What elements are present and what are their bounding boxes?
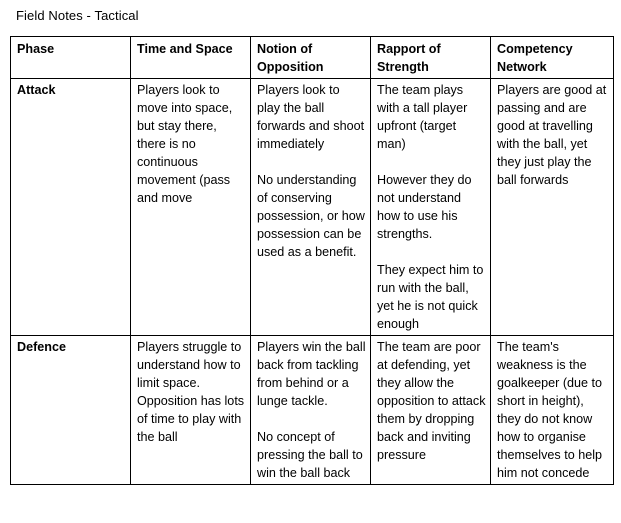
cell-text: Players struggle to understand how to limit space.	[137, 340, 242, 390]
cell-text: The team are poor at defending, yet they allow the opposition to attack them by dropping back and inviting pressure	[377, 340, 486, 462]
time-space-cell	[131, 79, 251, 336]
phase-cell: Attack	[11, 79, 131, 336]
competency-cell	[491, 79, 614, 336]
cell-text: They expect him to run with the ball, yet he is not quick enough	[377, 263, 484, 331]
competency-cell	[491, 336, 614, 485]
cell-text: The team's weakness is the goalkeeper (due to short in height), they do not know how to organise themselves to help him not concede	[497, 340, 603, 480]
header-notion-of-opposition: Notion of Opposition	[251, 37, 371, 79]
table-header-row	[11, 37, 614, 79]
phase-cell: Defence	[11, 336, 131, 485]
cell-text: The team plays with a tall player upfront (target man)	[377, 83, 468, 151]
header-phase: Phase	[11, 37, 131, 79]
rapport-cell	[371, 336, 491, 485]
cell-text: No concept of pressing the ball to win the ball back	[257, 430, 363, 480]
table-row-defence	[11, 336, 614, 485]
opposition-cell	[251, 336, 371, 485]
table-row-attack	[11, 79, 614, 336]
opposition-cell	[251, 79, 371, 336]
cell-text: Players win the ball back from tackling from behind or a lunge tackle.	[257, 340, 366, 408]
header-competency-network: Competency Network	[491, 37, 614, 79]
tactical-notes-table	[10, 36, 614, 485]
header-rapport-of-strength: Rapport of Strength	[371, 37, 491, 79]
rapport-cell	[371, 79, 491, 336]
cell-text: Players look to play the ball forwards and shoot immediately	[257, 83, 365, 151]
document-title: Field Notes - Tactical	[16, 8, 139, 23]
cell-text: No understanding of conserving possession, or how possession can be used as a benefit.	[257, 173, 365, 259]
cell-text: Opposition has lots of time to play with the ball	[137, 394, 245, 444]
cell-text: Players look to move into space, but stay there, there is no continuous movement (pass and move	[137, 83, 233, 205]
cell-text: Players are good at passing and are good at travelling with the ball, yet they just play the ball forwards	[497, 83, 607, 187]
header-time-and-space: Time and Space	[131, 37, 251, 79]
time-space-cell	[131, 336, 251, 485]
cell-text: However they do not understand how to use his strengths.	[377, 173, 472, 241]
